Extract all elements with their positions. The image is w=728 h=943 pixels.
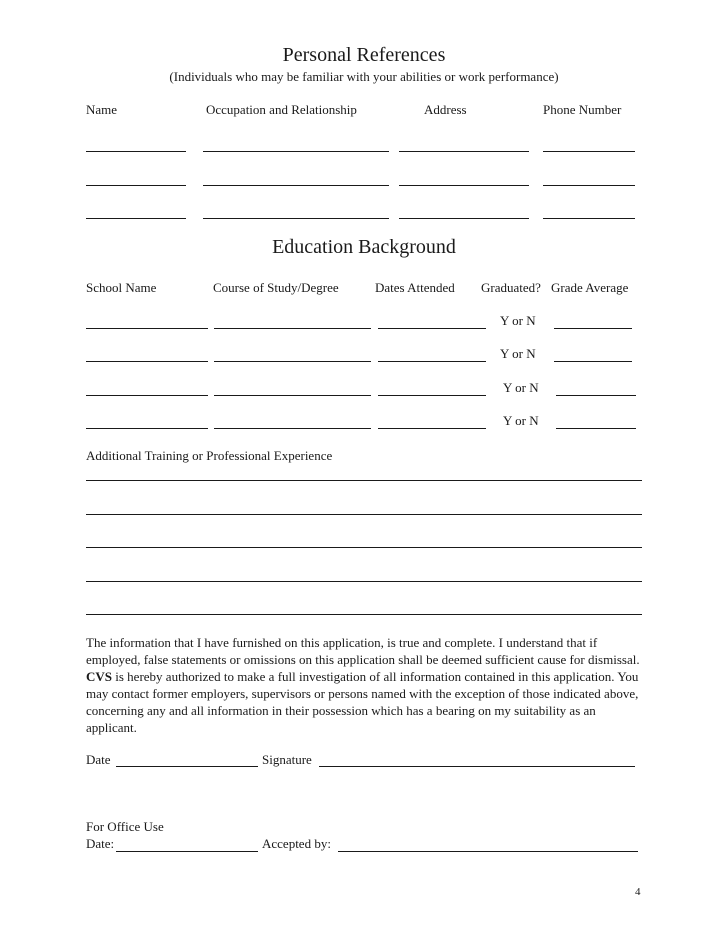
edu-1-school-line[interactable] [86, 328, 208, 329]
edu-1-course-line[interactable] [214, 328, 371, 329]
edu-2-graduated-option[interactable]: Y or N [500, 346, 536, 361]
references-subtitle: (Individuals who may be familiar with your abilities or work performance) [169, 69, 559, 84]
statement-part-2: is hereby authorized to make a full investigation of all information contained in this application. You may contact former employers, supervisors or persons named with the exception of those indicated above, concerning any and all information in their possession which has a bearing on my suitability as an applicant. [86, 669, 639, 735]
edu-4-grade-line[interactable] [556, 428, 636, 429]
additional-line-4[interactable] [86, 581, 642, 582]
header-grade: Grade Average [551, 280, 629, 295]
signature-line[interactable] [319, 766, 635, 767]
ref-3-address-line[interactable] [399, 218, 529, 219]
ref-2-address-line[interactable] [399, 185, 529, 186]
header-course: Course of Study/Degree [213, 280, 339, 295]
header-dates: Dates Attended [375, 280, 455, 295]
page-number: 4 [635, 886, 641, 898]
ref-1-phone-line[interactable] [543, 151, 635, 152]
statement-part-1: The information that I have furnished on this application, is true and complete. I understand that if employed, false statements or omissions on this application shall be deemed sufficient cause for dismissal. [86, 635, 640, 667]
edu-2-course-line[interactable] [214, 361, 371, 362]
edu-4-course-line[interactable] [214, 428, 371, 429]
office-use-label: For Office Use [86, 819, 164, 834]
ref-1-name-line[interactable] [86, 151, 186, 152]
edu-3-course-line[interactable] [214, 395, 371, 396]
education-title: Education Background [272, 236, 456, 258]
edu-4-school-line[interactable] [86, 428, 208, 429]
edu-3-graduated-option[interactable]: Y or N [503, 380, 539, 395]
edu-1-grade-line[interactable] [554, 328, 632, 329]
ref-2-occupation-line[interactable] [203, 185, 389, 186]
ref-3-name-line[interactable] [86, 218, 186, 219]
header-school: School Name [86, 280, 157, 295]
additional-training-label: Additional Training or Professional Experience [86, 448, 333, 463]
office-date-line[interactable] [116, 851, 258, 852]
additional-line-2[interactable] [86, 514, 642, 515]
accepted-by-label: Accepted by: [262, 836, 331, 851]
edu-3-dates-line[interactable] [378, 395, 486, 396]
edu-1-dates-line[interactable] [378, 328, 486, 329]
edu-4-dates-line[interactable] [378, 428, 486, 429]
additional-line-1[interactable] [86, 480, 642, 481]
header-occupation: Occupation and Relationship [206, 102, 357, 117]
ref-2-name-line[interactable] [86, 185, 186, 186]
header-name: Name [86, 102, 118, 117]
ref-3-phone-line[interactable] [543, 218, 635, 219]
ref-1-occupation-line[interactable] [203, 151, 389, 152]
accepted-by-line[interactable] [338, 851, 638, 852]
date-line[interactable] [116, 766, 258, 767]
edu-2-school-line[interactable] [86, 361, 208, 362]
additional-line-3[interactable] [86, 547, 642, 548]
edu-2-grade-line[interactable] [554, 361, 632, 362]
header-graduated: Graduated? [481, 280, 541, 295]
company-name: CVS [86, 669, 113, 684]
date-label: Date [86, 752, 111, 767]
additional-line-5[interactable] [86, 614, 642, 615]
references-title: Personal References [282, 44, 446, 66]
ref-3-occupation-line[interactable] [203, 218, 389, 219]
office-date-label: Date: [86, 836, 115, 851]
signature-label: Signature [262, 752, 312, 767]
edu-2-dates-line[interactable] [378, 361, 486, 362]
edu-3-school-line[interactable] [86, 395, 208, 396]
edu-4-graduated-option[interactable]: Y or N [503, 413, 539, 428]
edu-1-graduated-option[interactable]: Y or N [500, 313, 536, 328]
header-phone: Phone Number [543, 102, 622, 117]
ref-2-phone-line[interactable] [543, 185, 635, 186]
ref-1-address-line[interactable] [399, 151, 529, 152]
edu-3-grade-line[interactable] [556, 395, 636, 396]
authorization-statement [86, 634, 646, 736]
header-address: Address [424, 102, 467, 117]
